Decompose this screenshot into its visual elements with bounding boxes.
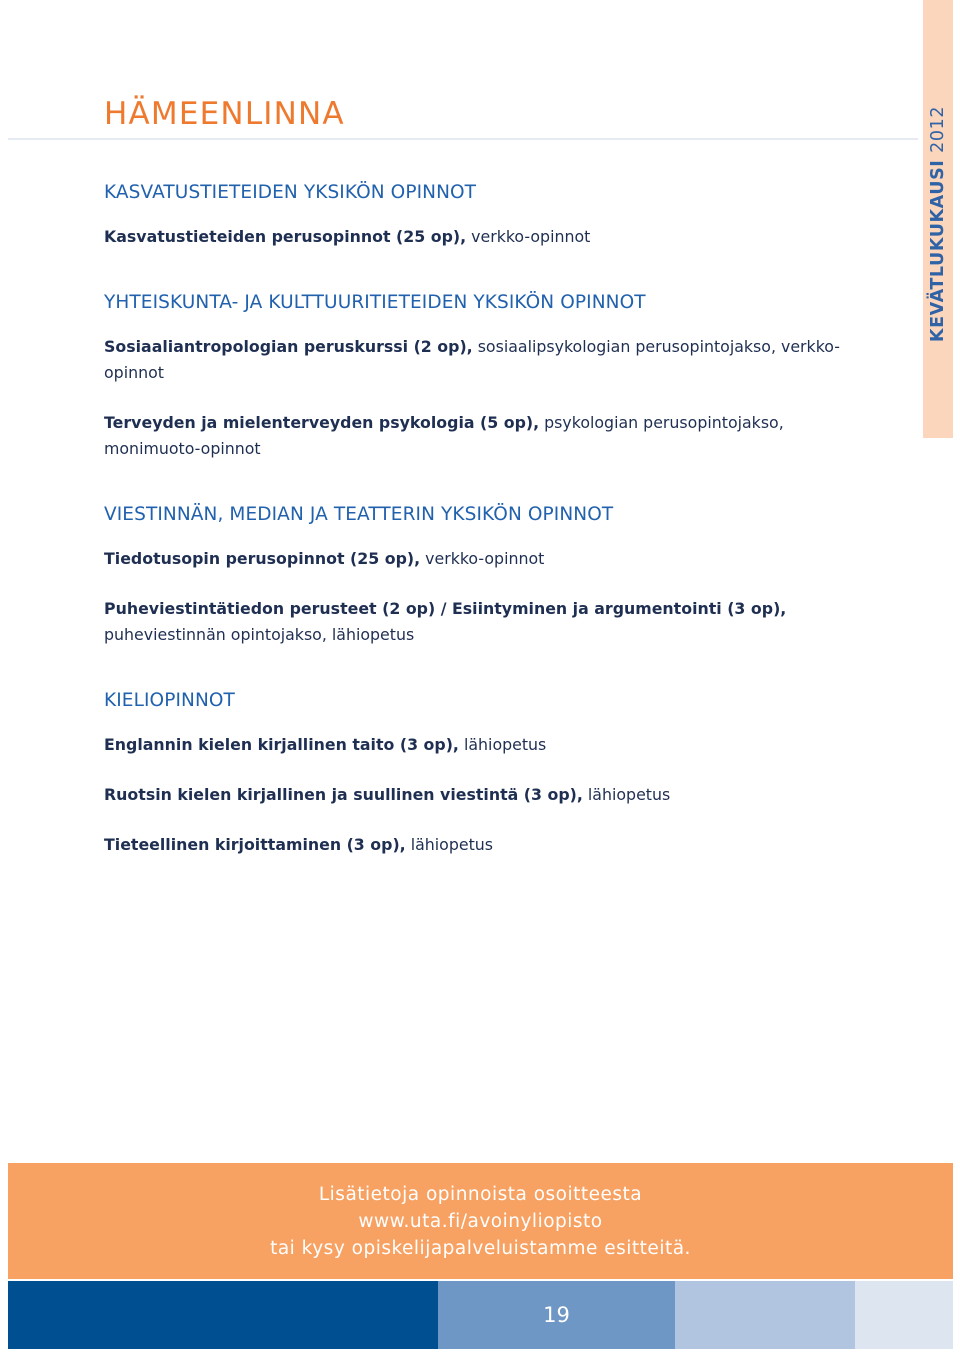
course-detail: verkko-opinnot (425, 549, 545, 568)
course-name: Tieteellinen kirjoittaminen (3 op), (104, 835, 406, 854)
course-item (104, 224, 864, 250)
course-detail: verkko-opinnot (471, 227, 591, 246)
page-title: HÄMEENLINNA (104, 96, 345, 132)
title-divider (8, 138, 918, 140)
page-number-box (438, 1281, 675, 1349)
course-name: Puheviestintätiedon perusteet (2 op) / Esiintyminen ja argumentointi (3 op), (104, 599, 787, 618)
course-name: Sosiaaliantropologian peruskurssi (2 op), (104, 337, 473, 356)
section-education (104, 182, 864, 250)
course-name: Tiedotusopin perusopinnot (25 op), (104, 549, 421, 568)
section-communication (104, 504, 864, 648)
course-list (104, 182, 864, 900)
semester-label-text: KEVÄTLUKUKAUSI (928, 159, 948, 343)
semester-label (928, 106, 948, 342)
course-name: Englannin kielen kirjallinen taito (3 op), (104, 735, 459, 754)
course-item (104, 334, 864, 386)
section-heading: VIESTINNÄN, MEDIAN JA TEATTERIN YKSIKÖN OPINNOT (104, 504, 614, 525)
course-detail: lähiopetus (463, 735, 547, 754)
section-social-cultural (104, 292, 864, 462)
section-languages (104, 690, 864, 858)
section-heading: YHTEISKUNTA- JA KULTTUURITIETEIDEN YKSIKÖN OPINNOT (104, 292, 646, 313)
footer-bar-dark (8, 1281, 438, 1349)
course-name: Ruotsin kielen kirjallinen ja suullinen viestintä (3 op), (104, 785, 583, 804)
section-heading: KASVATUSTIETEIDEN YKSIKÖN OPINNOT (104, 182, 477, 203)
info-banner-url: www.uta.fi/avoinyliopisto (358, 1210, 603, 1232)
course-detail: lähiopetus (410, 835, 494, 854)
course-detail: lähiopetus (587, 785, 671, 804)
course-name: Terveyden ja mielenterveyden psykologia (5 op), (104, 413, 540, 432)
section-heading: KIELIOPINNOT (104, 690, 235, 711)
course-item (104, 596, 864, 648)
info-banner-line: Lisätietoja opinnoista osoitteesta (318, 1183, 643, 1205)
semester-year: 2012 (928, 105, 948, 153)
page-number: 19 (543, 1303, 570, 1327)
course-item (104, 732, 864, 758)
course-name: Kasvatustieteiden perusopinnot (25 op), (104, 227, 467, 246)
course-item (104, 546, 864, 572)
course-item (104, 410, 864, 462)
info-banner-line: tai kysy opiskelijapalveluistamme esitteitä. (270, 1237, 691, 1259)
course-detail: puheviestinnän opintojakso, lähiopetus (104, 625, 415, 644)
footer-bar-pale (855, 1281, 953, 1349)
course-item (104, 832, 864, 858)
course-item (104, 782, 864, 808)
info-banner (8, 1163, 953, 1279)
course-detail: psykologian perusopintojakso, monimuoto-opinnot (104, 413, 784, 458)
course-detail: sosiaalipsykologian perusopintojakso, verkko-opinnot (104, 337, 840, 382)
footer-bar-light (675, 1281, 855, 1349)
